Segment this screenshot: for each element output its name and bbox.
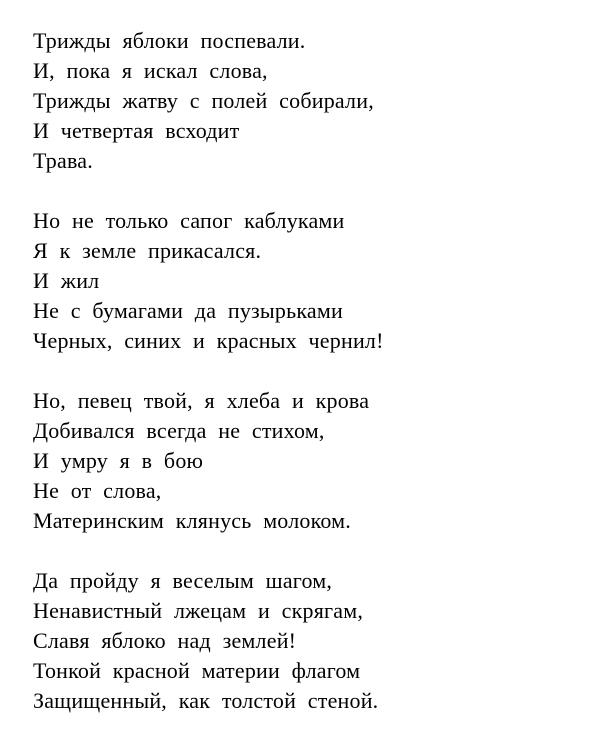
poem-line: Защищенный, как толстой стеной. (33, 688, 379, 713)
stanza-1 (33, 26, 593, 176)
poem-line: Да пройду я веселым шагом, (33, 568, 333, 593)
poem-line: Славя яблоко над землей! (33, 628, 297, 653)
poem-line: И, пока я искал слова, (33, 58, 268, 83)
poem-line: Добивался всегда не стихом, (33, 418, 325, 443)
poem-line: Я к земле прикасался. (33, 238, 262, 263)
poem-line: Но, певец твой, я хлеба и крова (33, 388, 370, 413)
poem-line: Ненавистный лжецам и скрягам, (33, 598, 364, 623)
poem-line: Тонкой красной материи флагом (33, 658, 361, 683)
poem-line: И жил (33, 268, 100, 293)
poem-line: Но не только сапог каблуками (33, 208, 345, 233)
stanza-3 (33, 386, 593, 536)
poem-line: Черных, синих и красных чернил! (33, 328, 384, 353)
poem-line: Не с бумагами да пузырьками (33, 298, 343, 323)
poem-line: Трижды жатву с полей собирали, (33, 88, 374, 113)
poem-line: Материнским клянусь молоком. (33, 508, 351, 533)
poem-line: Не от слова, (33, 478, 162, 503)
stanza-4 (33, 566, 593, 716)
poem-line: И умру я в бою (33, 448, 204, 473)
poem-text (33, 26, 593, 716)
poem-line: Трижды яблоки поспевали. (33, 28, 306, 53)
poem-line: Трава. (33, 148, 93, 173)
poem-line: И четвертая всходит (33, 118, 240, 143)
stanza-2 (33, 206, 593, 356)
